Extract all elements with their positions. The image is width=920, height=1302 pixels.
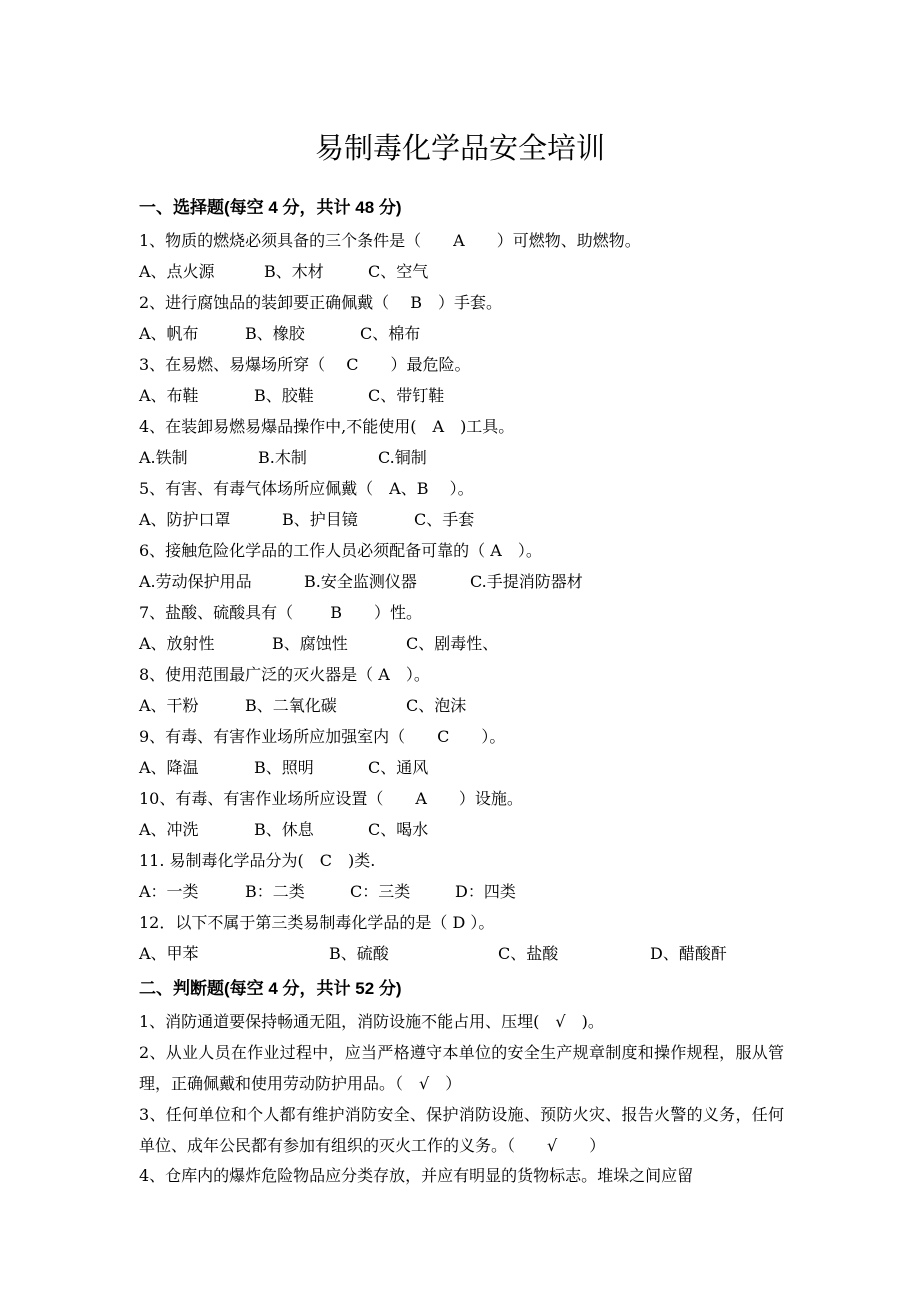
- question-7-option-a: A、放射性: [139, 634, 215, 653]
- question-3-option-a: A、布鞋: [139, 386, 199, 405]
- question-6-option-a: A.劳动保护用品: [139, 572, 252, 591]
- question-3-option-b: B、胶鞋: [254, 386, 314, 405]
- question-4-option-b: B.木制: [258, 448, 307, 467]
- question-9-option-c: C、通风: [368, 758, 429, 777]
- question-1-option-c: C、空气: [368, 262, 429, 281]
- question-5: 5、有害、有毒气体场所应佩戴（ A、B ）。: [139, 479, 474, 498]
- question-12-option-c: C、盐酸: [498, 944, 559, 963]
- question-12-option-b: B、硫酸: [329, 944, 389, 963]
- question-3: 3、在易燃、易爆场所穿（ C ）最危险。: [139, 355, 471, 374]
- question-8-option-c: C、泡沫: [406, 696, 467, 715]
- question-11: 11. 易制毒化学品分为( C )类.: [139, 851, 376, 870]
- question-4-option-a: A.铁制: [139, 448, 188, 467]
- question-2-option-c: C、棉布: [360, 324, 421, 343]
- section-heading-multiple-choice: 一、选择题(每空 4 分，共计 48 分): [139, 198, 402, 217]
- question-6: 6、接触危险化学品的工作人员必须配备可靠的（ A ）。: [139, 541, 542, 560]
- question-8-option-b: B、二氧化碳: [245, 696, 337, 715]
- question-6-option-c: C.手提消防器材: [470, 572, 583, 591]
- question-12-option-a: A、甲苯: [139, 944, 199, 963]
- question-1-option-b: B、木材: [264, 262, 324, 281]
- question-1-option-a: A、点火源: [139, 262, 215, 281]
- question-2-option-b: B、橡胶: [245, 324, 305, 343]
- question-1: 1、物质的燃烧必须具备的三个条件是（ A ）可燃物、助燃物。: [139, 231, 641, 250]
- question-10-option-b: B、休息: [254, 820, 314, 839]
- question-11-option-d: D：四类: [455, 882, 516, 901]
- document-title: 易制毒化学品安全培训: [314, 131, 605, 165]
- question-7-option-c: C、剧毒性、: [406, 634, 499, 653]
- judgment-4: 4、仓库内的爆炸危险物品应分类存放，并应有明显的货物标志。堆垛之间应留: [139, 1166, 694, 1185]
- question-11-option-b: B：二类: [245, 882, 305, 901]
- question-8: 8、使用范围最广泛的灭火器是（ A ）。: [139, 665, 430, 684]
- question-2-option-a: A、帆布: [139, 324, 199, 343]
- question-10-option-a: A、冲洗: [139, 820, 199, 839]
- question-11-option-a: A：一类: [139, 882, 199, 901]
- question-10-option-c: C、喝水: [368, 820, 429, 839]
- question-2: 2、进行腐蚀品的装卸要正确佩戴（ B ）手套。: [139, 293, 503, 312]
- question-5-option-c: C、手套: [414, 510, 475, 529]
- question-5-option-a: A、防护口罩: [139, 510, 231, 529]
- question-7-option-b: B、腐蚀性: [272, 634, 348, 653]
- question-9-option-a: A、降温: [139, 758, 199, 777]
- question-12: 12．以下不属于第三类易制毒化学品的是（ D ）。: [139, 913, 495, 932]
- section-heading-true-false: 二、判断题(每空 4 分，共计 52 分): [139, 979, 402, 998]
- question-7: 7、盐酸、硫酸具有（ B ）性。: [139, 603, 423, 622]
- question-12-option-d: D、醋酸酐: [650, 944, 727, 963]
- question-10: 10、有毒、有害作业场所应设置（ A ）设施。: [139, 789, 523, 808]
- judgment-3: 3、任何单位和个人都有维护消防安全、保护消防设施、预防火灾、报告火警的义务，任何单位、成年公民都有参加有组织的灭火工作的义务。（ √ ）: [139, 1105, 784, 1155]
- question-9-option-b: B、照明: [254, 758, 314, 777]
- question-4: 4、在装卸易燃易爆品操作中,不能使用( A )工具。: [139, 417, 515, 436]
- question-9: 9、有毒、有害作业场所应加强室内（ C ）。: [139, 727, 506, 746]
- question-5-option-b: B、护目镜: [282, 510, 358, 529]
- question-8-option-a: A、干粉: [139, 696, 199, 715]
- judgment-2: 2、从业人员在作业过程中，应当严格遵守本单位的安全生产规章制度和操作规程，服从管理，正确佩戴和使用劳动防护用品。（ √ ）: [139, 1043, 784, 1093]
- question-6-option-b: B.安全监测仪器: [304, 572, 417, 591]
- question-4-option-c: C.铜制: [378, 448, 427, 467]
- judgment-1: 1、消防通道要保持畅通无阻，消防设施不能占用、压埋( √ )。: [139, 1012, 604, 1031]
- question-11-option-c: C：三类: [350, 882, 411, 901]
- question-3-option-c: C、带钉鞋: [368, 386, 445, 405]
